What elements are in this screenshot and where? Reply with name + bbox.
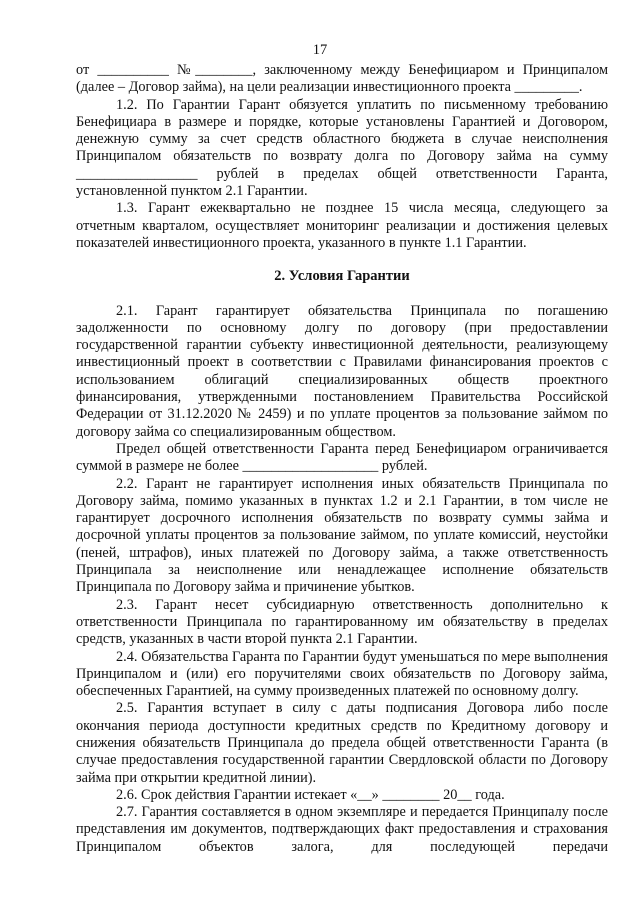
paragraph-1-3: 1.3. Гарант ежеквартально не позднее 15 числа месяца, следующего за отчетным кварталом, осуществляет мониторинг реализации и достижения целевых показателей инвестиционного проекта, указанного в пункте 1.1 Гарантии.: [76, 200, 608, 251]
paragraph-2-7: 2.7. Гарантия составляется в одном экземпляре и передается Принципалу после представления им документов, подтверждающих факт предоставления и страхования Принципалом объектов залога, для последующей передачи: [76, 804, 608, 855]
paragraph-1-2: 1.2. По Гарантии Гарант обязуется уплатить по письменному требованию Бенефициара в размере и порядке, которые установлены Гарантией и Договором, денежную сумму за счет средств областного бюджета в случае неисполнения Принципалом обязательств по возврату долга по Договору займа на сумму _________________ рублей в пределах общей ответственности Гаранта, установленной пунктом 2.1 Гарантии.: [76, 96, 608, 200]
section-heading: 2. Условия Гарантии: [274, 268, 410, 285]
paragraph-1-1-continuation: от __________ №________, заключенному между Бенефициаром и Принципалом (далее – Договор займа), на цели реализации инвестиционного проекта _________.: [76, 62, 608, 96]
paragraph-2-2: 2.2. Гарант не гарантирует исполнения иных обязательств Принципала по Договору займа, помимо указанных в пунктах 1.2 и 2.1 Гарантии, в том числе не гарантирует досрочного исполнения обязательств по возврату суммы займа и досрочной уплаты процентов за пользование займом, по уплате комиссий, неустойки (пеней, штрафов), иных платежей по Договору займа, а также ответственность Принципала за неисполнение или ненадлежащее исполнение обязательств Принципала по Договору займа и причинение убытков.: [76, 475, 608, 596]
paragraph-2-1-limit: Предел общей ответственности Гаранта перед Бенефициаром ограничивается суммой в размере не более ___________________ рублей.: [76, 440, 608, 475]
paragraph-2-1: 2.1. Гарант гарантирует обязательства Принципала по погашению задолженности по основному долгу по договору (при предоставлении государственной гарантии субъекту инвестиционной деятельности, реализующему инвестиционный проект в соответствии с Правилами финансирования проектов с использованием облигаций специализированных обществ проектного финансирования, утвержденными постановлением Правительства Российской Федерации от 31.12.2020 № 2459) и по уплате процентов за пользование займом по договору займа со специализированным обществом.: [76, 302, 608, 440]
paragraph-2-6: 2.6. Срок действия Гарантии истекает «__» ________ 20__ года.: [116, 786, 505, 803]
paragraph-2-4: 2.4. Обязательства Гаранта по Гарантии будут уменьшаться по мере выполнения Принципалом и (или) его поручителями своих обязательств по Договору займа, обеспеченных Гарантией, на сумму произведенных платежей по основному долгу.: [76, 648, 608, 700]
paragraph-2-3: 2.3. Гарант несет субсидиарную ответственность дополнительно к ответственности Принципала по гарантированному им обязательству в пределах средств, указанных в части второй пункта 2.1 Гарантии.: [76, 596, 608, 648]
paragraph-2-5: 2.5. Гарантия вступает в силу с даты подписания Договора либо после окончания периода доступности кредитных средств по Кредитному договору и снижения обязательств Принципала до предела общей ответственности Гаранта (в случае предоставления государственной гарантии Свердловской области по Договору займа при открытии кредитной линии).: [76, 700, 608, 786]
page-number: 17: [312, 42, 328, 58]
document-body: [76, 62, 608, 856]
